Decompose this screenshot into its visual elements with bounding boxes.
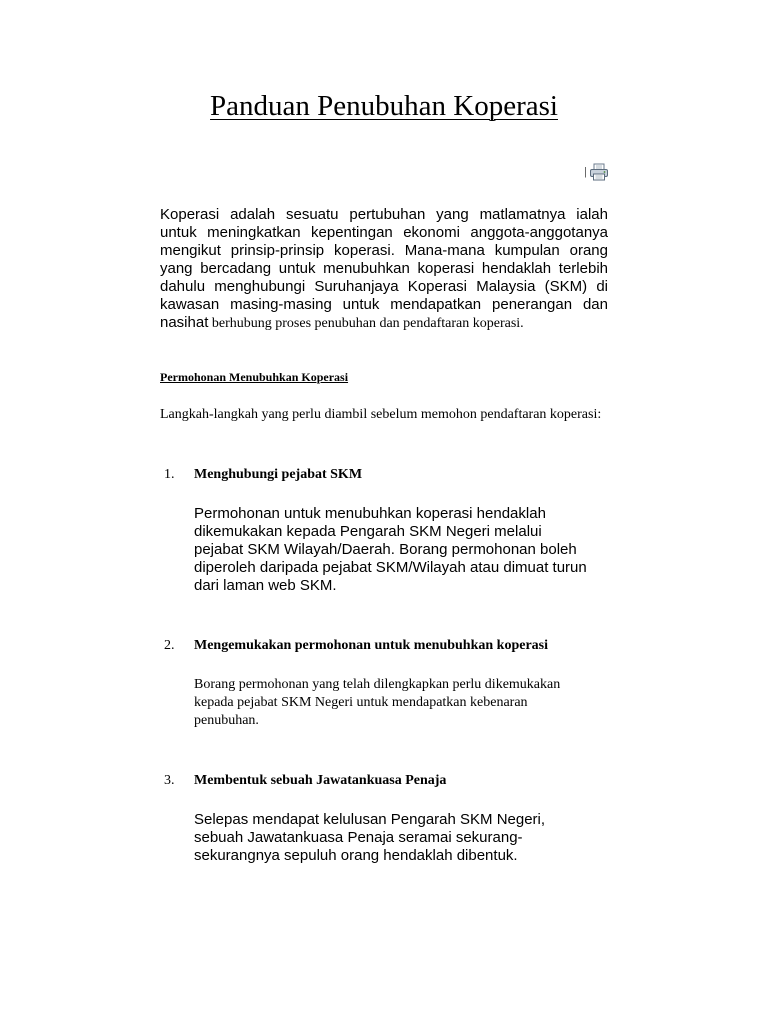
step-1-title: Menghubungi pejabat SKM: [194, 467, 363, 482]
step-2-title: Mengemukakan permohonan untuk menubuhkan koperasi: [194, 638, 548, 653]
intro-main: Koperasi adalah sesuatu pertubuhan yang matlamatnya ialah untuk meningkatkan kepentingan ekonomi anggota-anggotanya mengikut prinsip-prinsip koperasi. Mana-mana kumpulan orang yang bercadang untuk menubuhkan koperasi hendaklah terlebih dahulu menghubungi Suruhanjaya Koperasi Malaysia (SKM) di kawasan masing-masing untuk mendapatkan penerangan dan nasihat: [160, 206, 608, 331]
step-2-number: 2.: [164, 638, 175, 653]
step-1-body: Permohonan untuk menubuhkan koperasi hendaklah dikemukakan kepada Pengarah SKM Negeri melalui pejabat SKM Wilayah/Daerah. Borang permohonan boleh diperoleh daripada pejabat SKM/Wilayah atau dimuat turun dari laman web SKM.: [194, 505, 587, 594]
step-3-body: Selepas mendapat kelulusan Pengarah SKM Negeri, sebuah Jawatankuasa Penaja seramai sekurang-sekurangnya sepuluh orang hendaklah dibentuk.: [194, 811, 546, 864]
step-3-number: 3.: [164, 773, 175, 788]
printer-icon[interactable]: [589, 163, 609, 181]
print-toolbar: [584, 162, 609, 182]
print-separator: |: [584, 166, 587, 178]
page-title: Panduan Penubuhan Koperasi: [210, 90, 558, 122]
step-1-number: 1.: [164, 467, 175, 482]
section-heading: Permohonan Menubuhkan Koperasi: [160, 370, 349, 384]
step-2-body: Borang permohonan yang telah dilengkapkan perlu dikemukakan kepada pejabat SKM Negeri untuk mendapatkan kebenaran penubuhan.: [194, 677, 561, 728]
section-lead: Langkah-langkah yang perlu diambil sebelum memohon pendaftaran koperasi:: [160, 407, 602, 422]
intro-paragraph: [160, 206, 608, 333]
intro-tail: berhubung proses penubuhan dan pendaftaran koperasi.: [208, 316, 524, 331]
step-3-title: Membentuk sebuah Jawatankuasa Penaja: [194, 773, 447, 788]
